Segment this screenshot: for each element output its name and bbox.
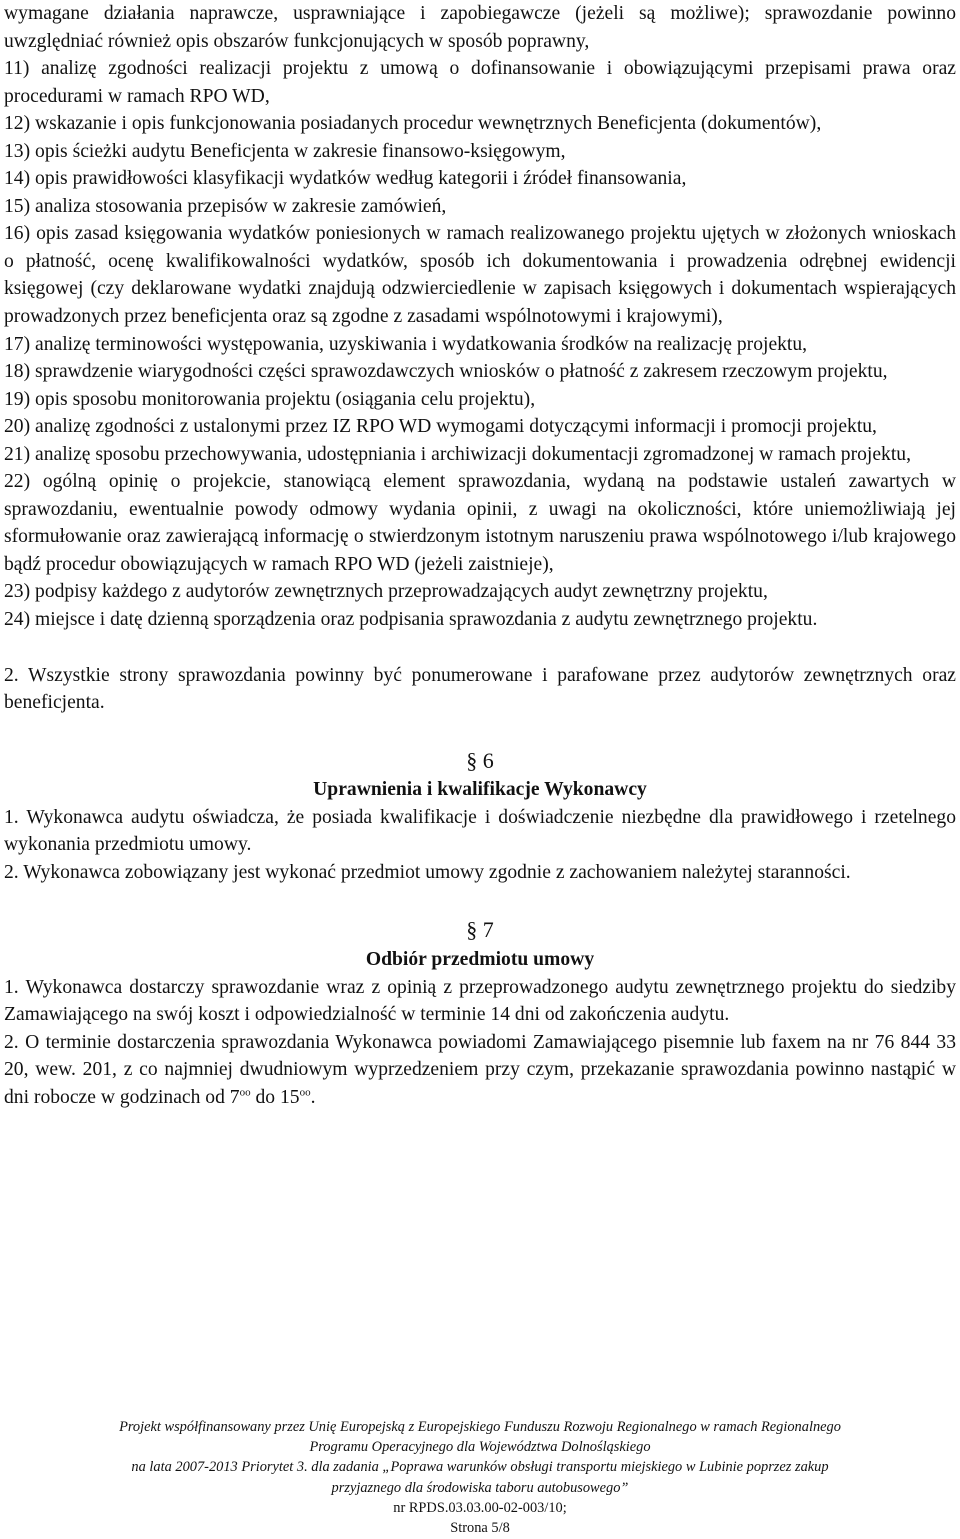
list-item: 24) miejsce i datę dzienną sporządzenia oraz podpisania sprawozdania z audytu zewnętrznego projektu. [4,609,818,631]
list-item: wymagane działania naprawcze, usprawniające i zapobiegawcze (jeżeli są możliwe); sprawozdanie powinno uwzględniać również opis obszarów funkcjonujących w sposób poprawny, [4,3,956,52]
section-7-mark: § 7 [466,917,494,943]
list-item: 17) analizę terminowości występowania, uzyskiwania i wydatkowania środków na realizację projektu, [4,333,808,355]
section-6-title: Uprawnienia i kwalifikacje Wykonawcy [313,779,647,801]
list-item: 18) sprawdzenie wiarygodności części sprawozdawczych wniosków o płatność z zakresem rzeczowym projektu, [4,361,888,383]
section-7-paragraph-1: 1. Wykonawca dostarczy sprawozdanie wraz z opinią z przeprowadzonego audytu zewnętrznego projektu do siedziby Zamawiającego na swój koszt i odpowiedzialność w terminie 14 dni od zakończenia audytu. [4,976,956,1026]
footer-line: przyjaznego dla środowiska taboru autobusowego” [331,1479,629,1496]
list-item: 16) opis zasad księgowania wydatków poniesionych w ramach realizowanego projektu ujętych w złożonych wnioskach o płatność, ocenę kwalifikowalności wydatków, sposób ich dokumentowania i prowadzenia odrębnej ewidencji księgowej (czy deklarowane wydatki znajdują odzwierciedlenie w zapisach księgowych i dokumentach wspierających prowadzonych przez beneficjenta oraz są zgodne z zasadami wspólnotowymi i krajowymi), [4,223,956,328]
list-item: 11) analizę zgodności realizacji projektu z umową o dofinansowanie i obowiązującymi przepisami prawa oraz procedurami w ramach RPO WD, [4,58,956,107]
document-page [4,0,956,1111]
footer-line: na lata 2007-2013 Priorytet 3. dla zadania „Poprawa warunków obsługi transportu miejskiego w Lubinie poprzez zakup [131,1459,829,1476]
list-item: 12) wskazanie i opis funkcjonowania posiadanych procedur wewnętrznych Beneficjenta (dokumentów), [4,113,822,135]
list-item: 23) podpisy każdego z audytorów zewnętrznych przeprowadzających audyt zewnętrzny projektu, [4,581,768,603]
paragraph-point-2: 2. Wszystkie strony sprawozdania powinny być ponumerowane i parafowane przez audytorów zewnętrznych oraz beneficjenta. [4,664,956,714]
section-7-paragraph-2: 2. O terminie dostarczenia sprawozdania Wykonawca powiadomi Zamawiającego pisemnie lub faxem na nr 76 844 33 20, wew. 201, z co najmniej dwudniowym wyprzedzeniem przy czym, przekazanie sprawozdania powinno nastąpić w dni robocze w godzinach od $7^{oo}$ do $15^{oo}$. [4,1031,956,1108]
footer-line: Programu Operacyjnego dla Województwa Dolnośląskiego [309,1439,651,1456]
list-item: 14) opis prawidłowości klasyfikacji wydatków według kategorii i źródeł finansowania, [4,168,687,190]
footer-line: Projekt współfinansowany przez Unię Europejską z Europejskiego Funduszu Rozwoju Regionalnego w ramach Regionalnego [119,1419,841,1435]
footer-reference: nr RPDS.03.03.00-02-003/10; [393,1499,567,1516]
page-footer [0,1417,960,1538]
list-item: 13) opis ścieżki audytu Beneficjenta w zakresie finansowo-księgowym, [4,140,566,162]
list-item: 20) analizę zgodności z ustalonymi przez IZ RPO WD wymogami dotyczącymi informacji i promocji projektu, [4,416,877,438]
page-number: Strona 5/8 [450,1520,510,1537]
section-6-paragraph-1: 1. Wykonawca audytu oświadcza, że posiada kwalifikacje i doświadczenie niezbędne dla prawidłowego i rzetelnego wykonania przedmiotu umowy. [4,806,956,856]
list-item: 21) analizę sposobu przechowywania, udostępniania i archiwizacji dokumentacji zgromadzonej w ramach projektu, [4,443,911,465]
section-6-paragraph-2: 2. Wykonawca zobowiązany jest wykonać przedmiot umowy zgodnie z zachowaniem należytej staranności. [4,861,851,883]
list-item: 22) ogólną opinię o projekcie, stanowiącą element sprawozdania, wydaną na podstawie ustaleń zawartych w sprawozdaniu, ewentualnie powody odmowy wydania opinii, z uwagi na okoliczności, które uniemożliwiają jej sformułowanie oraz zawierającą informację o stwierdzonym istotnym naruszeniu prawa wspólnotowego i/lub krajowego bądź procedur obowiązujących w ramach RPO WD (jeżeli zaistnieje), [4,471,956,575]
list-item: 19) opis sposobu monitorowania projektu (osiągania celu projektu), [4,388,536,410]
section-7-title: Odbiór przedmiotu umowy [365,948,595,970]
section-6-mark: § 6 [466,747,494,773]
list-item: 15) analiza stosowania przepisów w zakresie zamówień, [4,195,447,217]
